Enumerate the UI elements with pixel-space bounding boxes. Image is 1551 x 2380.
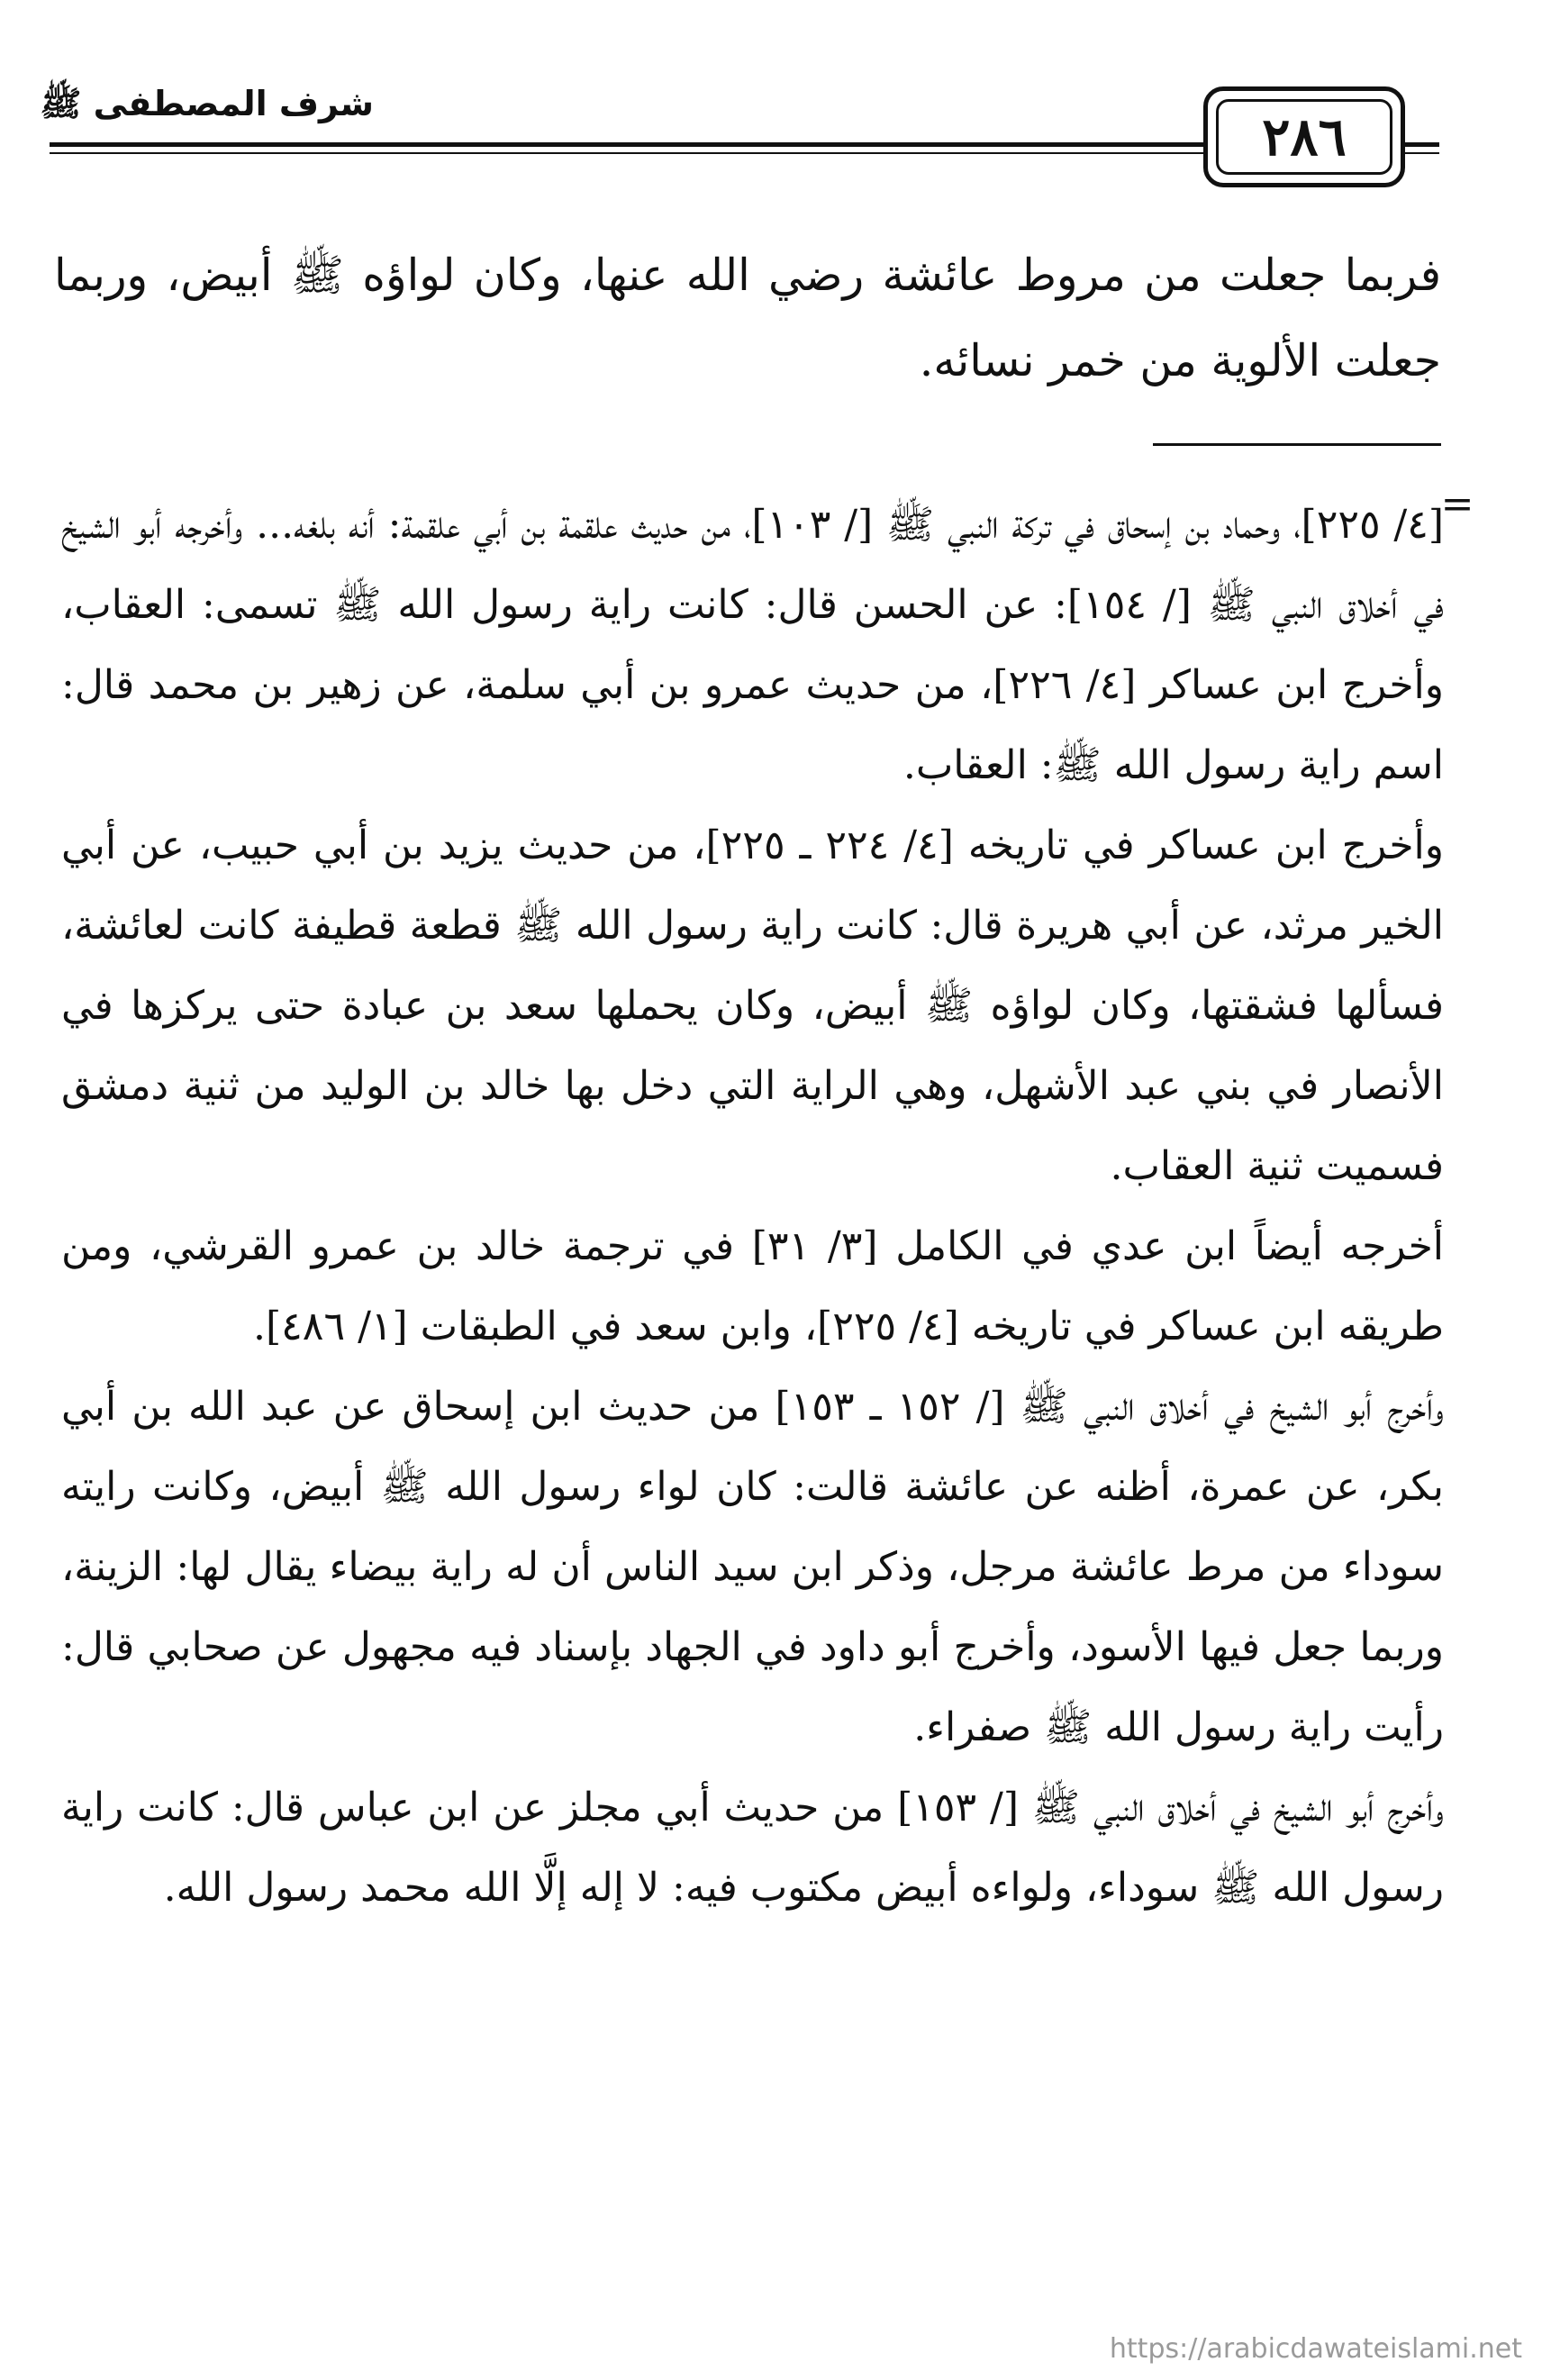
header-rule-top-left: [50, 142, 1205, 147]
page-number-frame: [1203, 86, 1405, 187]
footnote-paragraph: وأخرج أبو الشيخ في أخلاق النبي ﷺ [/ ١٥٣] من حديث أبي مجلز عن ابن عباس قال: كانت راية رسول الله ﷺ سوداء، ولواءه أبيض مكتوب فيه: لا إله إلَّا الله محمد رسول الله.: [61, 1785, 1444, 1911]
footnote-continuation-mark: =: [1440, 481, 1474, 527]
page-header: [0, 0, 1551, 198]
source-watermark: https://arabicdawateislami.net: [1109, 2333, 1522, 2365]
main-paragraph: فربما جعلت من مروط عائشة رضي الله عنها، وكان لواؤه ﷺ أبيض، وربما جعلت الألوية من خمر نسائه.: [54, 250, 1441, 386]
running-book-title: شرف المصطفى ﷺ: [40, 84, 374, 123]
footnote-paragraph: وأخرج أبو الشيخ في أخلاق النبي ﷺ [/ ١٥٢ ـ ١٥٣] من حديث ابن إسحاق عن عبد الله بن أبي بكر، عن عمرة، أظنه عن عائشة قالت: كان لواء رسول الله ﷺ أبيض، وكانت رايته سوداء من مرط عائشة مرجل، وذكر ابن سيد الناس أن له راية بيضاء يقال لها: الزينة، وربما جعل فيها الأسود، وأخرج أبو داود في الجهاد بإسناد فيه مجهول عن صحابي قال: رأيت راية رسول الله ﷺ صفراء.: [61, 1384, 1445, 1750]
header-rule-bottom-left: [50, 152, 1205, 154]
header-rule-top-right: [1403, 142, 1439, 147]
page-number: ٢٨٦: [1216, 99, 1392, 175]
main-text-block: [54, 232, 1441, 404]
header-rule-bottom-right: [1403, 152, 1439, 154]
footnote-paragraph: أخرجه أيضاً ابن عدي في الكامل [٣/ ٣١] في ترجمة خالد بن عمرو القرشي، ومن طريقه ابن عساكر في تاريخه [٤/ ٢٢٥]، وابن سعد في الطبقات [١/ ٤٨٦].: [61, 1223, 1445, 1349]
footnote-separator: [1153, 443, 1441, 446]
footnote-paragraph: وأخرج ابن عساكر في تاريخه [٤/ ٢٢٤ ـ ٢٢٥]، من حديث يزيد بن أبي حبيب، عن أبي الخير مرثد، عن أبي هريرة قال: كانت راية رسول الله ﷺ قطعة قطيفة كانت لعائشة، فسألها فشقتها، وكان لواؤه ﷺ أبيض، وكان يحملها سعد بن عبادة حتى يركزها في الأنصار في بني عبد الأشهل، وهي الراية التي دخل بها خالد بن الوليد من ثنية دمشق فسميت ثنية العقاب.: [61, 822, 1444, 1189]
footnotes-block: [61, 485, 1444, 1928]
footnote-paragraph: [٤/ ٢٢٥]، وحماد بن إسحاق في تركة النبي ﷺ [/ ١٠٣]، من حديث علقمة بن أبي علقمة: أنه بلغه... وأخرجه أبو الشيخ في أخلاق النبي ﷺ [/ ١٥٤]: عن الحسن قال: كانت راية رسول الله ﷺ تسمى: العقاب، وأخرج ابن عساكر [٤/ ٢٢٦]، من حديث عمرو بن أبي سلمة، عن زهير بن محمد قال: اسم راية رسول الله ﷺ: العقاب.: [61, 502, 1445, 788]
